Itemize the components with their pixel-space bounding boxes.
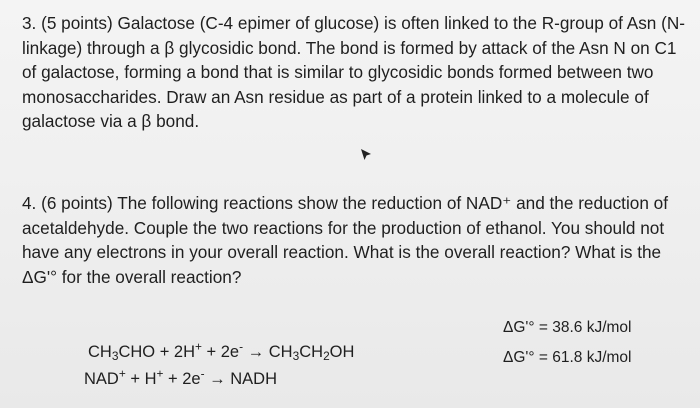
question-3-text: 3. (5 points) Galactose (C-4 epimer of glucose) is often linked to the R-group of Asn (N-linkage) through a β glycosidic bond. The bond is formed by attack of the Asn N on C1 of galactose, forming a bond that is similar to glycosidic bonds formed between two monosaccharides. Draw an Asn residue as part of a protein linked to a molecule of galactose via a β bond. (22, 13, 685, 132)
reaction-1-delta-g: ΔG'° = 38.6 kJ/mol (503, 319, 632, 336)
mouse-pointer-icon (359, 148, 373, 162)
question-4-text: 4. (6 points) The following reactions show the reduction of NAD⁺ and the reduction of acetaldehyde. Couple the two reactions for the production of ethanol. You should not have any electrons in your overall reaction. What is the overall reaction? What is the ΔG'° for the overall reaction? (22, 193, 669, 287)
reaction-2-delta-g: ΔG'° = 61.8 kJ/mol (503, 349, 632, 366)
reaction-arrow: → (243, 343, 269, 361)
reaction-2-equation: NAD+ + H+ + 2e- → NADH (84, 366, 278, 388)
reaction-1-equation: $CH_3CHO + 2H^+ + 2e^- \to CH_3CH_2OH$ (88, 339, 355, 363)
reaction-arrow: → (204, 370, 231, 388)
